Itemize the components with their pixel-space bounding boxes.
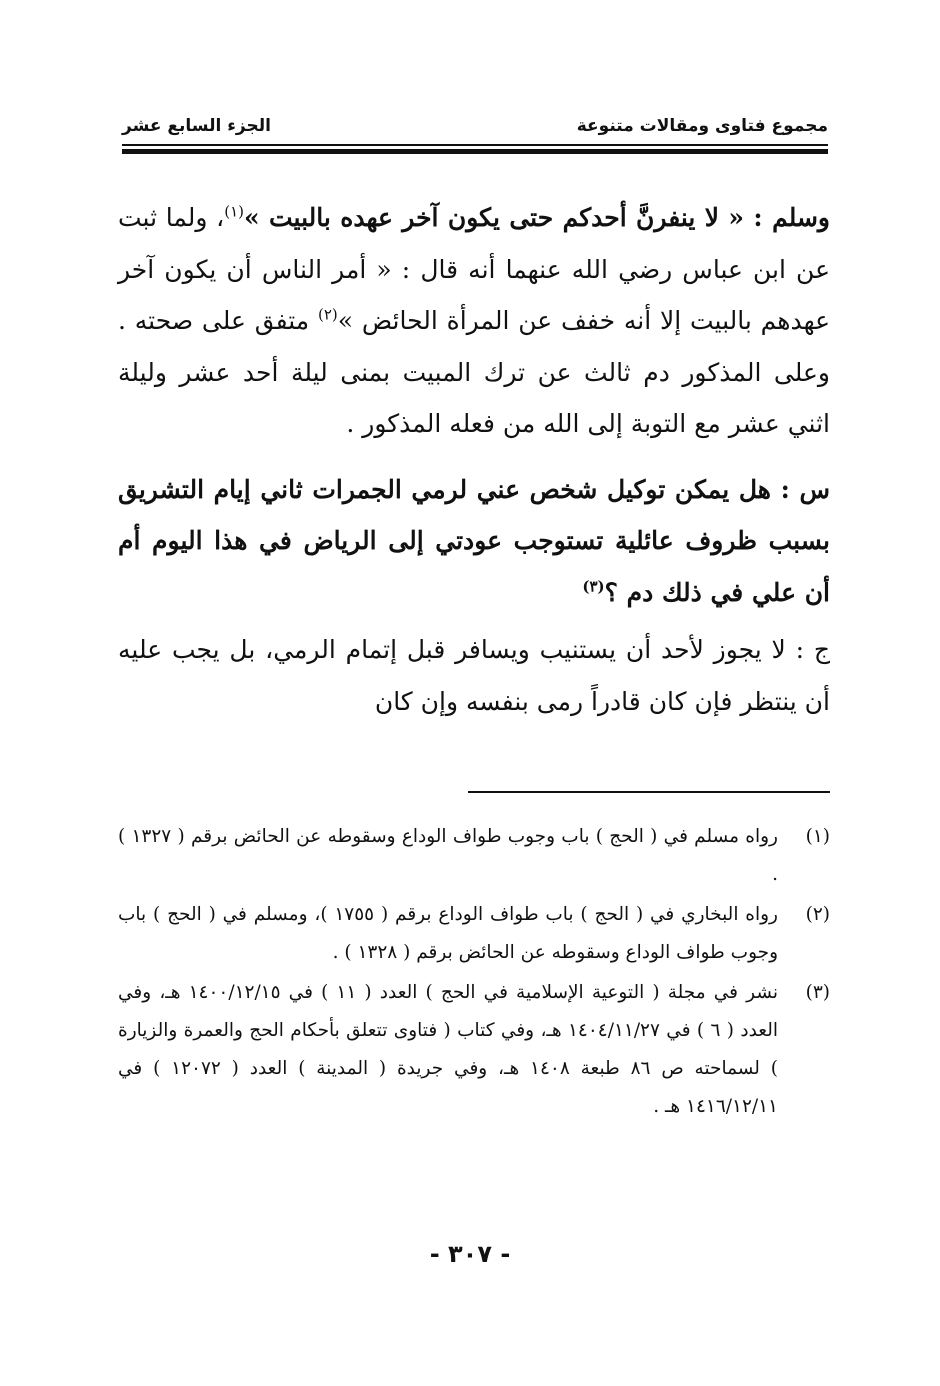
footnote-ref-1: (١)	[224, 202, 244, 221]
answer-paragraph	[118, 624, 830, 727]
footnote-1	[118, 818, 830, 894]
paragraph-rest: متفق على صحته . وعلى المذكور دم ثالث عن ترك المبيت بمنى ليلة أحد عشر وليلة اثني عشر مع التوبة إلى الله من فعله المذكور .	[118, 306, 830, 438]
hadith-quote: وسلم : « لا ينفرنَّ أحدكم حتى يكون آخر عهده بالبيت »	[243, 203, 830, 232]
answer-text: ج : لا يجوز لأحد أن يستنيب ويسافر قبل إتمام الرمي، بل يجب عليه أن ينتظر فإن كان قادراً رمى بنفسه وإن كان	[118, 635, 830, 716]
paragraph-continuation	[118, 192, 830, 450]
punctuation-comma: ،	[216, 203, 225, 232]
footnote-number: (٢)	[805, 904, 830, 925]
header-rule-thin	[122, 144, 828, 146]
footnote-number: (١)	[805, 826, 830, 847]
series-title: مجموع فتاوى ومقالات متنوعة	[576, 116, 828, 136]
header-rule-thick	[122, 149, 828, 154]
running-header	[122, 112, 828, 148]
question-paragraph	[118, 464, 830, 619]
ibn-abbas-quote: ولما ثبت عن ابن عباس رضي الله عنهما أنه قال : « أمر الناس أن يكون آخر عهدهم بالبيت إلا أنه خفف عن المرأة الحائض »	[118, 203, 831, 335]
question-text: س : هل يمكن توكيل شخص عني لرمي الجمرات ثاني إيام التشريق بسبب ظروف عائلية تستوجب عودتي إلى الرياض في هذا اليوم أم أن علي في ذلك دم ؟	[118, 474, 830, 607]
main-text	[118, 192, 830, 727]
footnote-number: (٣)	[805, 982, 830, 1003]
footnote-3	[118, 974, 830, 1126]
footnotes	[118, 818, 830, 1128]
footnote-text: نشر في مجلة ( التوعية الإسلامية في الحج ) العدد ( ١١ ) في ١٤٠٠/١٢/١٥ هـ، وفي العدد ( ٦ ) في ١٤٠٤/١١/٢٧ هـ، وفي كتاب ( فتاوى تتعلق بأحكام الحج والعمرة والزيارة ) لسماحته ص ٨٦ طبعة ١٤٠٨ هـ، وفي جريدة ( المدينة ) العدد ( ١٢٠٧٢ ) في ١٤١٦/١٢/١١ هـ .	[118, 982, 778, 1117]
footnote-2	[118, 896, 830, 972]
footnote-text: رواه مسلم في ( الحج ) باب وجوب طواف الوداع وسقوطه عن الحائض برقم ( ١٣٢٧ ) .	[118, 826, 778, 885]
footnote-separator	[468, 791, 830, 793]
footnote-ref-2: (٢)	[318, 305, 338, 324]
footnote-ref-3: (٣)	[582, 577, 605, 596]
volume-title: الجزء السابع عشر	[122, 116, 271, 136]
footnote-text: رواه البخاري في ( الحج ) باب طواف الوداع برقم ( ١٧٥٥ )، ومسلم في ( الحج ) باب وجوب طواف الوداع وسقوطه عن الحائض برقم ( ١٣٢٨ ) .	[118, 904, 778, 963]
page-number: - ٣٠٧ -	[429, 1240, 511, 1268]
